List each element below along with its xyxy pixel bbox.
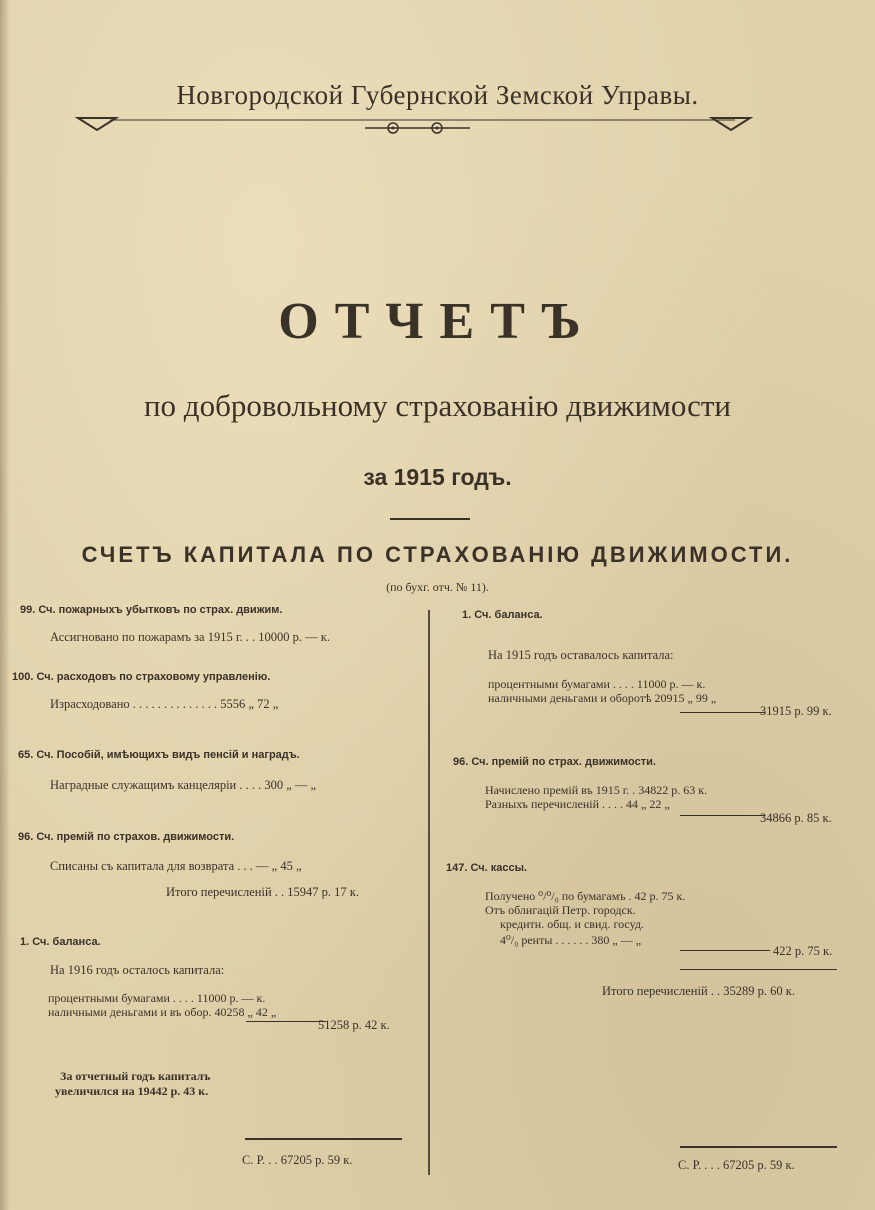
left-subtotal: 51258 р. 42 к. <box>318 1018 390 1032</box>
right-subtotal: 31915 р. 99 к. <box>760 704 832 718</box>
right-entry: На 1915 годъ оставалось капитала: <box>488 648 674 662</box>
left-account-header: 100. Сч. расходовъ по страховому управленію. <box>12 671 271 683</box>
ornament-divider <box>0 110 875 140</box>
left-account-header: 96. Сч. премій по страхов. движимости. <box>18 831 235 843</box>
subtotal-rule <box>680 950 770 951</box>
right-entry: Разныхъ перечисленій . . . . 44 „ 22 „ <box>485 797 670 811</box>
right-total: Итого перечисленій . . 35289 р. 60 к. <box>602 984 795 998</box>
right-entry: 4⁰/₀ ренты . . . . . . 380 „ — „ <box>500 933 642 947</box>
left-note: За отчетный годъ капиталъ <box>60 1069 211 1083</box>
left-entry: Списаны съ капитала для возврата . . . — „ 45 „ <box>50 859 302 873</box>
report-year: за 1915 годъ. <box>363 464 512 490</box>
right-entry: процентными бумагами . . . . 11000 р. — к. <box>488 677 706 691</box>
right-entry: наличными деньгами и оборотѣ 20915 „ 99 „ <box>488 691 717 705</box>
subtotal-rule <box>680 712 765 713</box>
left-entry: наличными деньгами и въ обор. 40258 „ 42 „ <box>48 1005 277 1019</box>
title-rule <box>390 518 470 520</box>
section-title: СЧЕТЪ КАПИТАЛА ПО СТРАХОВАНІЮ ДВИЖИМОСТИ. <box>81 542 794 567</box>
page-edge-shadow <box>0 0 10 1210</box>
right-subtotal: 34866 р. 85 к. <box>760 811 832 825</box>
right-account-header: 96. Сч. премій по страх. движимости. <box>453 756 656 768</box>
left-account-header: 65. Сч. Пособій, имѣющихъ видъ пенсій и наградъ. <box>18 749 300 761</box>
document-title: ОТЧЕТЪ <box>278 293 597 350</box>
right-account-header: 147. Сч. кассы. <box>446 862 528 874</box>
left-entry: процентными бумагами . . . . 11000 р. — к. <box>48 991 266 1005</box>
sum-rule <box>245 1138 402 1140</box>
left-account-header: 1. Сч. баланса. <box>20 936 101 948</box>
right-subtotal: 422 р. 75 к. <box>773 944 833 958</box>
column-divider <box>428 610 430 1175</box>
right-entry: Получено ⁰/⁰/₀ по бумагамъ . 42 р. 75 к. <box>485 889 686 903</box>
right-grand-total: С. Р. . . . 67205 р. 59 к. <box>678 1158 795 1172</box>
left-account-header: 99. Сч. пожарныхъ убытковъ по страх. движим. <box>20 604 283 616</box>
subtotal-rule <box>246 1021 326 1022</box>
right-entry: кредитн. общ. и свид. госуд. <box>500 917 644 931</box>
subtotal-rule <box>680 815 765 816</box>
sum-rule <box>680 1146 837 1148</box>
document-subtitle: по добровольному страхованію движимости <box>143 388 732 423</box>
right-entry: Отъ облигацій Петр. городск. <box>485 903 636 917</box>
left-total: Итого перечисленій . . 15947 р. 17 к. <box>166 885 359 899</box>
left-note: увеличился на 19442 р. 43 к. <box>55 1084 209 1098</box>
left-entry: Ассигновано по пожарамъ за 1915 г. . . 10000 р. — к. <box>50 630 330 644</box>
left-entry: На 1916 годъ осталось капитала: <box>50 963 225 977</box>
left-grand-total: С. Р. . . 67205 р. 59 к. <box>242 1153 353 1167</box>
left-entry: Наградные служащимъ канцеляріи . . . . 300 „ — „ <box>50 778 317 792</box>
page-header: Новгородской Губернской Земской Управы. <box>176 80 699 110</box>
total-rule <box>680 969 837 970</box>
left-entry: Израсходовано . . . . . . . . . . . . . . 5556 „ 72 „ <box>50 697 279 711</box>
section-note: (по бухг. отч. № 11). <box>386 580 489 594</box>
right-account-header: 1. Сч. баланса. <box>462 609 543 621</box>
right-entry: Начислено премій въ 1915 г. . 34822 р. 63 к. <box>485 783 708 797</box>
